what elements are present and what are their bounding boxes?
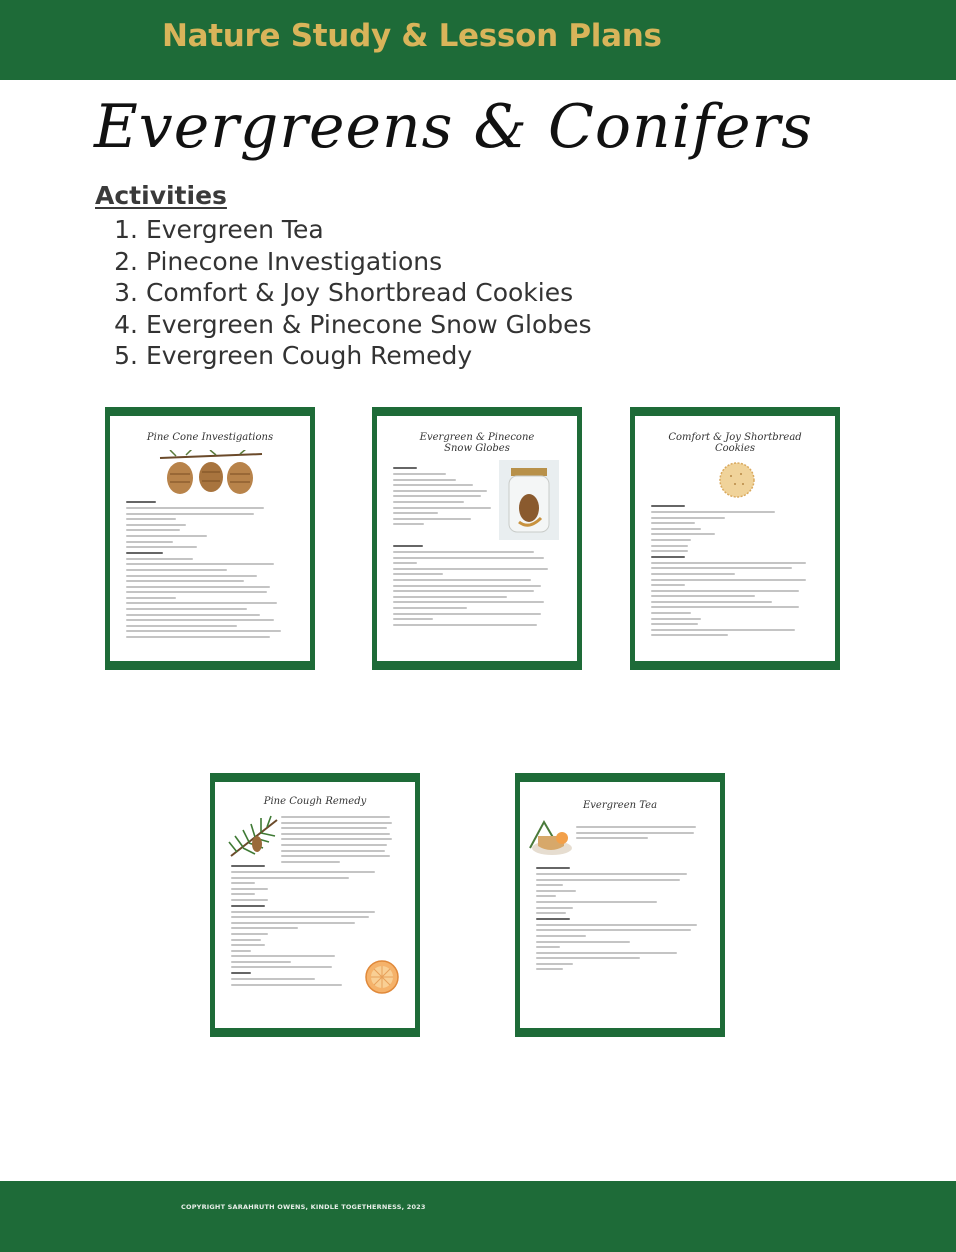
thumbnail-text-lines	[393, 542, 561, 629]
thumbnail-evergreen-tea[interactable]	[515, 773, 725, 1037]
thumbnail-page	[215, 782, 415, 1028]
thumbnail-snow-globes[interactable]	[372, 407, 582, 670]
thumbnail-pine-cough-remedy[interactable]	[210, 773, 420, 1037]
thumbnail-title: Evergreen & Pinecone Snow Globes	[419, 432, 535, 454]
thumbnail-text-lines	[393, 464, 495, 529]
thumbnail-text-lines	[281, 816, 399, 866]
activities-heading: Activities	[95, 181, 227, 210]
thumbnail-page	[635, 416, 835, 661]
orange-slice-illustration	[365, 960, 399, 994]
thumbnail-title: Pine Cough Remedy	[263, 796, 367, 807]
activity-item: 3. Comfort & Joy Shortbread Cookies	[114, 278, 574, 307]
thumbnail-page	[377, 416, 577, 661]
activity-item: 5. Evergreen Cough Remedy	[114, 341, 473, 370]
tea-cup-illustration	[528, 818, 574, 858]
thumbnail-text-lines	[126, 498, 294, 642]
thumbnail-title: Evergreen Tea	[582, 800, 658, 811]
activity-item: 1. Evergreen Tea	[114, 215, 324, 244]
activities-list	[110, 214, 592, 372]
thumbnail-shortbread-cookies[interactable]	[630, 407, 840, 670]
footer-banner	[0, 1181, 956, 1252]
thumbnail-text-lines	[536, 864, 704, 974]
thumbnail-page	[520, 782, 720, 1028]
header-banner	[0, 0, 956, 80]
thumbnail-title: Comfort & Joy Shortbread Cookies	[668, 432, 802, 454]
thumbnail-page	[110, 416, 310, 661]
pine-branch-illustration	[227, 814, 285, 860]
pinecones-illustration	[156, 450, 266, 496]
activity-item: 4. Evergreen & Pinecone Snow Globes	[114, 309, 592, 339]
page-title: Evergreens & Conifers	[94, 92, 814, 162]
thumbnail-pinecone-investigations[interactable]	[105, 407, 315, 670]
thumbnail-text-lines	[576, 826, 704, 843]
copyright-text: COPYRIGHT SARAHRUTH OWENS, KINDLE TOGETHERNESS, 2023	[181, 1203, 426, 1211]
thumbnail-title: Pine Cone Investigations	[146, 432, 274, 443]
activity-item: 2. Pinecone Investigations	[114, 246, 443, 276]
header-title: Nature Study & Lesson Plans	[162, 18, 662, 54]
cookie-illustration	[719, 462, 755, 498]
snow-globe-photo	[499, 460, 559, 540]
thumbnail-text-lines	[651, 502, 819, 640]
